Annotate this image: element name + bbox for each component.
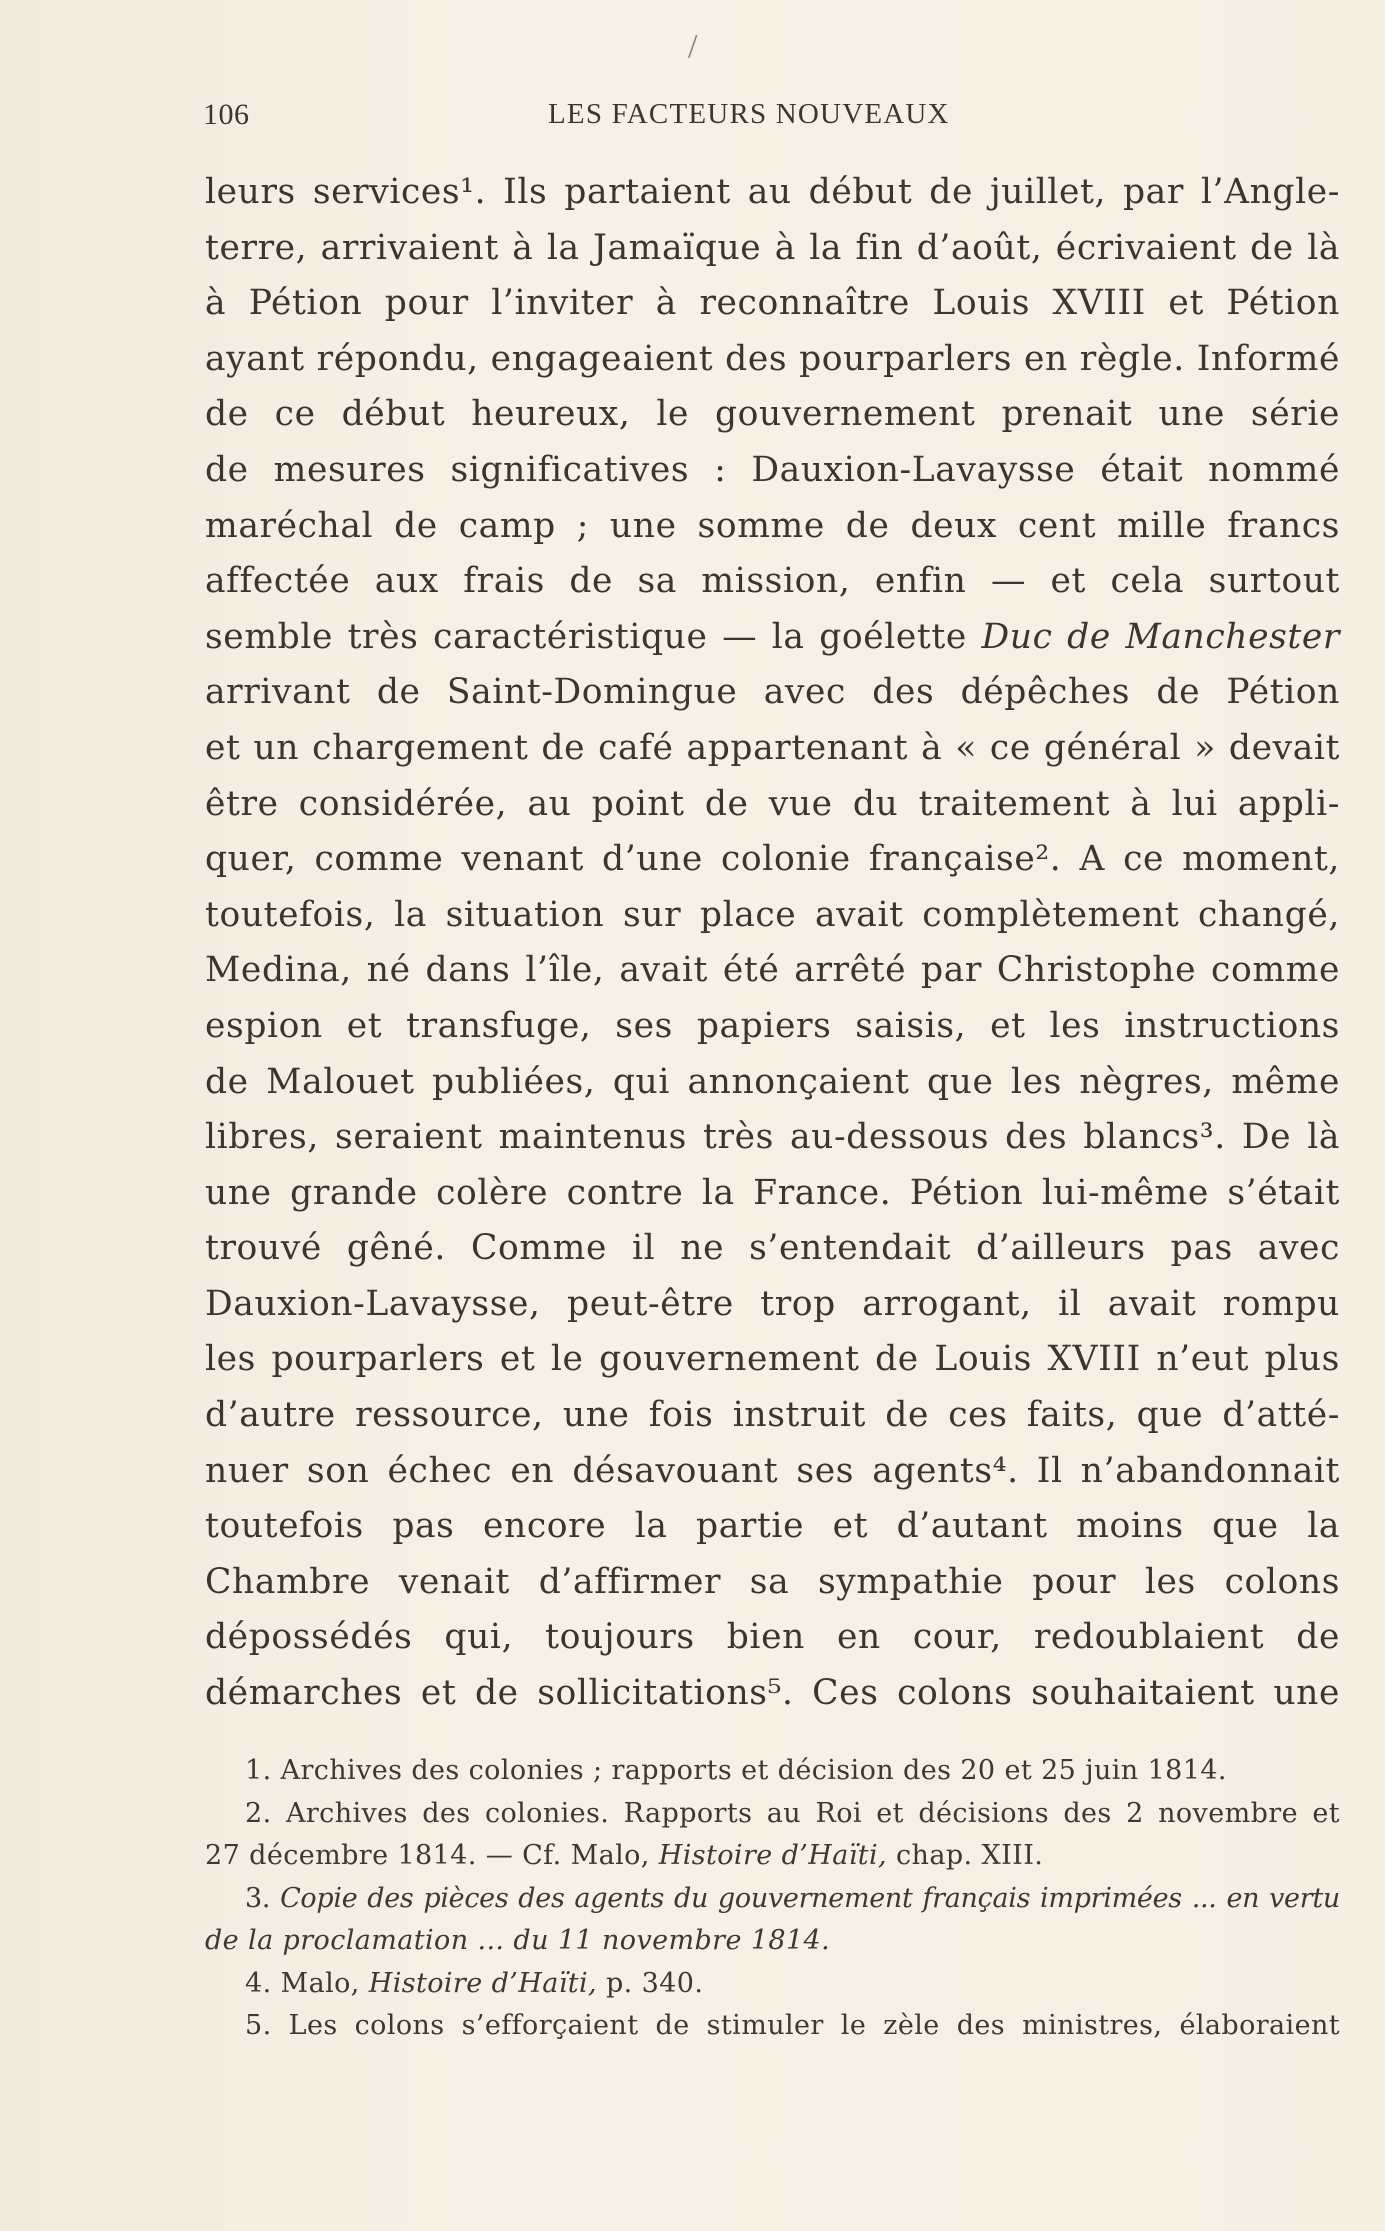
body-line: nuer son échec en désavouant ses agents⁴. Il n’abandonnait <box>205 1450 1340 1491</box>
body-line: ayant répondu, engageaient des pourparlers en règle. Informé <box>205 338 1340 379</box>
footnote-text: 27 décembre 1814. — Cf. Malo, <box>205 1840 650 1871</box>
body-line: les pourparlers et le gouvernement de Louis XVIII n’eut plus <box>205 1339 1340 1380</box>
body-line: maréchal de camp ; une somme de deux cent mille francs <box>205 505 1340 546</box>
footnote-text: chap. XIII. <box>896 1840 1044 1871</box>
body-text <box>205 165 1340 1722</box>
footnote-document-title: de la proclamation ... du 11 novembre 1814. <box>205 1925 831 1956</box>
footnote-text: p. 340. <box>606 1967 704 1999</box>
page-header <box>0 98 1385 138</box>
body-line: libres, seraient maintenus très au-dessous des blancs³. De là <box>205 1117 1340 1158</box>
footnote-3 <box>205 1878 1340 1921</box>
body-line: toutefois pas encore la partie et d’autant moins que la <box>205 1506 1340 1547</box>
body-line: arrivant de Saint-Domingue avec des dépêches de Pétion <box>205 672 1340 713</box>
footnote-book-title: Histoire d’Haïti, <box>368 1967 598 1999</box>
body-line: démarches et de sollicitations⁵. Ces colons souhaitaient une <box>205 1673 1340 1714</box>
footnote-2: 2. Archives des colonies. Rapports au Roi et décisions des 2 novembre et <box>245 1797 1340 1829</box>
body-line: Dauxion-Lavaysse, peut-être trop arrogant, il avait rompu <box>205 1283 1340 1324</box>
body-line: affectée aux frais de sa mission, enfin — et cela surtout <box>205 561 1340 602</box>
body-line: Medina, né dans l’île, avait été arrêté par Christophe comme <box>205 950 1340 991</box>
body-line: de Malouet publiées, qui annonçaient que les nègres, même <box>205 1061 1340 1102</box>
footnote-book-title: Histoire d’Haïti, <box>658 1840 888 1871</box>
ship-name: Duc de Manchester <box>981 616 1340 657</box>
body-line: dépossédés qui, toujours bien en cour, redoublaient de <box>205 1617 1340 1658</box>
footnote-number: 3. <box>245 1882 271 1914</box>
footnote-text: 4. Malo, <box>245 1967 360 1999</box>
footnote-4 <box>205 1963 1340 2006</box>
body-line: être considérée, au point de vue du traitement à lui appli- <box>205 783 1340 824</box>
footnote-3-continued <box>205 1920 1340 1963</box>
body-line-with-ship-name <box>205 610 1340 666</box>
running-head: LES FACTEURS NOUVEAUX <box>548 98 950 130</box>
pencil-mark: / <box>688 28 698 65</box>
body-line: Chambre venait d’affirmer sa sympathie pour les colons <box>205 1561 1340 1602</box>
body-line: quer, comme venant d’une colonie française². A ce moment, <box>205 839 1340 880</box>
body-line: trouvé gêné. Comme il ne s’entendait d’ailleurs pas avec <box>205 1228 1340 1269</box>
footnote-2-continued <box>205 1835 1340 1878</box>
footnote-1: 1. Archives des colonies ; rapports et décision des 20 et 25 juin 1814. <box>245 1755 1227 1786</box>
page-number: 106 <box>203 98 250 131</box>
body-line: et un chargement de café appartenant à « ce général » devait <box>205 727 1340 768</box>
body-line: espion et transfuge, ses papiers saisis, et les instructions <box>205 1005 1340 1046</box>
footnote-5: 5. Les colons s’efforçaient de stimuler le zèle des ministres, élaboraient <box>245 2010 1340 2041</box>
body-line: à Pétion pour l’inviter à reconnaître Louis XVIII et Pétion <box>205 283 1340 324</box>
body-line: toutefois, la situation sur place avait complètement changé, <box>205 894 1340 935</box>
body-line: de ce début heureux, le gouvernement prenait une série <box>205 394 1340 435</box>
body-line-text: semble très caractéristique — la goélette <box>205 616 967 657</box>
body-line: de mesures significatives : Dauxion-Lavaysse était nommé <box>205 449 1340 490</box>
body-line: une grande colère contre la France. Pétion lui-même s’était <box>205 1172 1340 1213</box>
footnote-document-title: Copie des pièces des agents du gouvernement français imprimées ... en vertu <box>280 1882 1340 1914</box>
footnotes <box>205 1750 1340 2048</box>
body-line: leurs services¹. Ils partaient au début de juillet, par l’Angle- <box>205 172 1340 212</box>
body-line: d’autre ressource, une fois instruit de ces faits, que d’atté- <box>205 1395 1340 1436</box>
body-line: terre, arrivaient à la Jamaïque à la fin d’août, écrivaient de là <box>205 227 1340 268</box>
